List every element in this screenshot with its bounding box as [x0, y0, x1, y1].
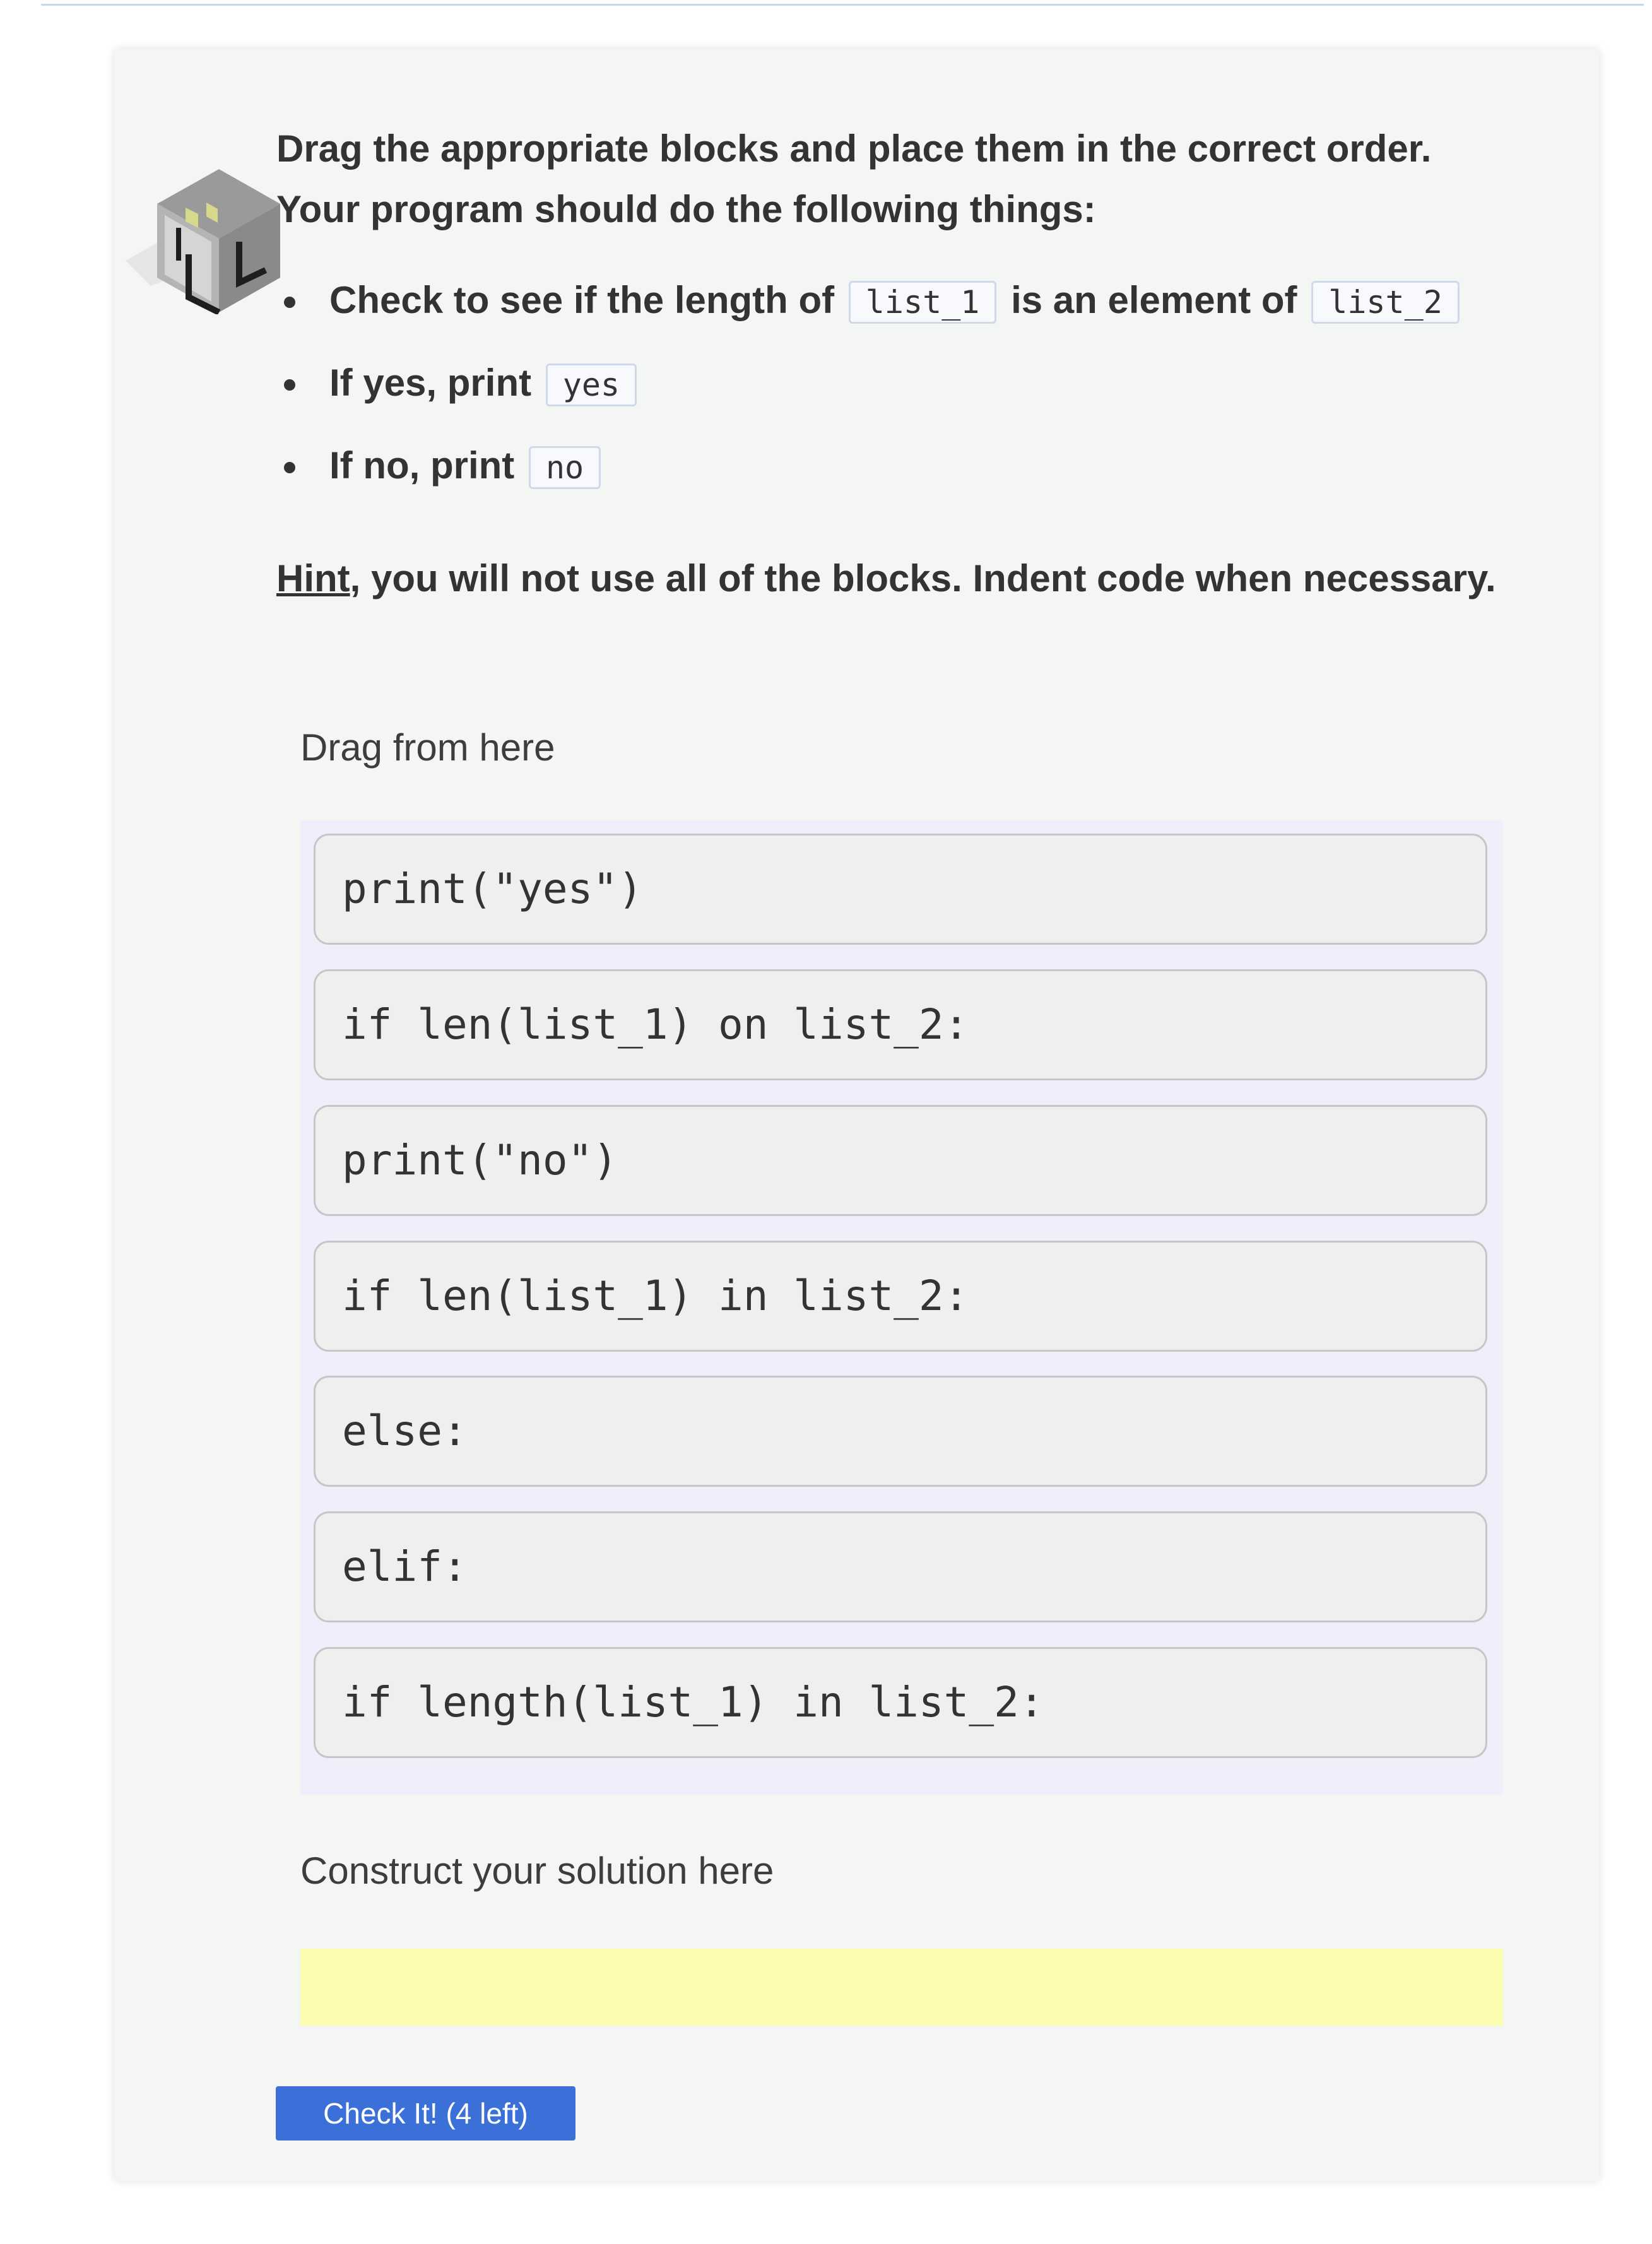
- source-area-label: Drag from here: [300, 726, 555, 769]
- code-block-else[interactable]: else:: [314, 1376, 1487, 1487]
- inline-code: list_1: [849, 281, 997, 324]
- code-block-if-len-in[interactable]: if len(list_1) in list_2:: [314, 1241, 1487, 1352]
- source-blocks-area[interactable]: [300, 820, 1503, 1795]
- requirement-text: If no, print: [329, 444, 515, 487]
- requirement-text: If yes, print: [329, 362, 532, 404]
- requirement-item: [276, 353, 1532, 415]
- requirement-text: Check to see if the length of: [329, 279, 835, 321]
- requirement-text: is an element of: [1011, 279, 1297, 321]
- check-it-button[interactable]: Check It! (4 left): [276, 2086, 575, 2141]
- instruction-line-2: Your program should do the following things:: [276, 188, 1096, 230]
- inline-code: list_2: [1311, 281, 1460, 324]
- code-block-if-length-in[interactable]: if length(list_1) in list_2:: [314, 1647, 1487, 1758]
- instruction-line-1: Drag the appropriate blocks and place them in the correct order.: [276, 127, 1432, 170]
- code-block-elif[interactable]: elif:: [314, 1511, 1487, 1622]
- problem-instructions: [276, 119, 1532, 609]
- isometric-cube-icon: [126, 166, 286, 314]
- code-block-print-yes[interactable]: print("yes"): [314, 834, 1487, 945]
- hint-body: , you will not use all of the blocks. Indent code when necessary.: [350, 557, 1496, 599]
- requirement-item: [276, 435, 1532, 498]
- hint-text: [276, 548, 1532, 609]
- hint-word: Hint: [276, 557, 350, 599]
- top-divider: [41, 4, 1644, 6]
- requirements-list: [276, 270, 1532, 498]
- solution-area-label: Construct your solution here: [300, 1850, 774, 1892]
- inline-code: no: [529, 446, 601, 489]
- requirement-item: [276, 270, 1532, 333]
- inline-code: yes: [546, 363, 637, 406]
- code-block-if-len-on[interactable]: if len(list_1) on list_2:: [314, 969, 1487, 1080]
- solution-drop-area[interactable]: [300, 1949, 1503, 2026]
- code-block-print-no[interactable]: print("no"): [314, 1105, 1487, 1216]
